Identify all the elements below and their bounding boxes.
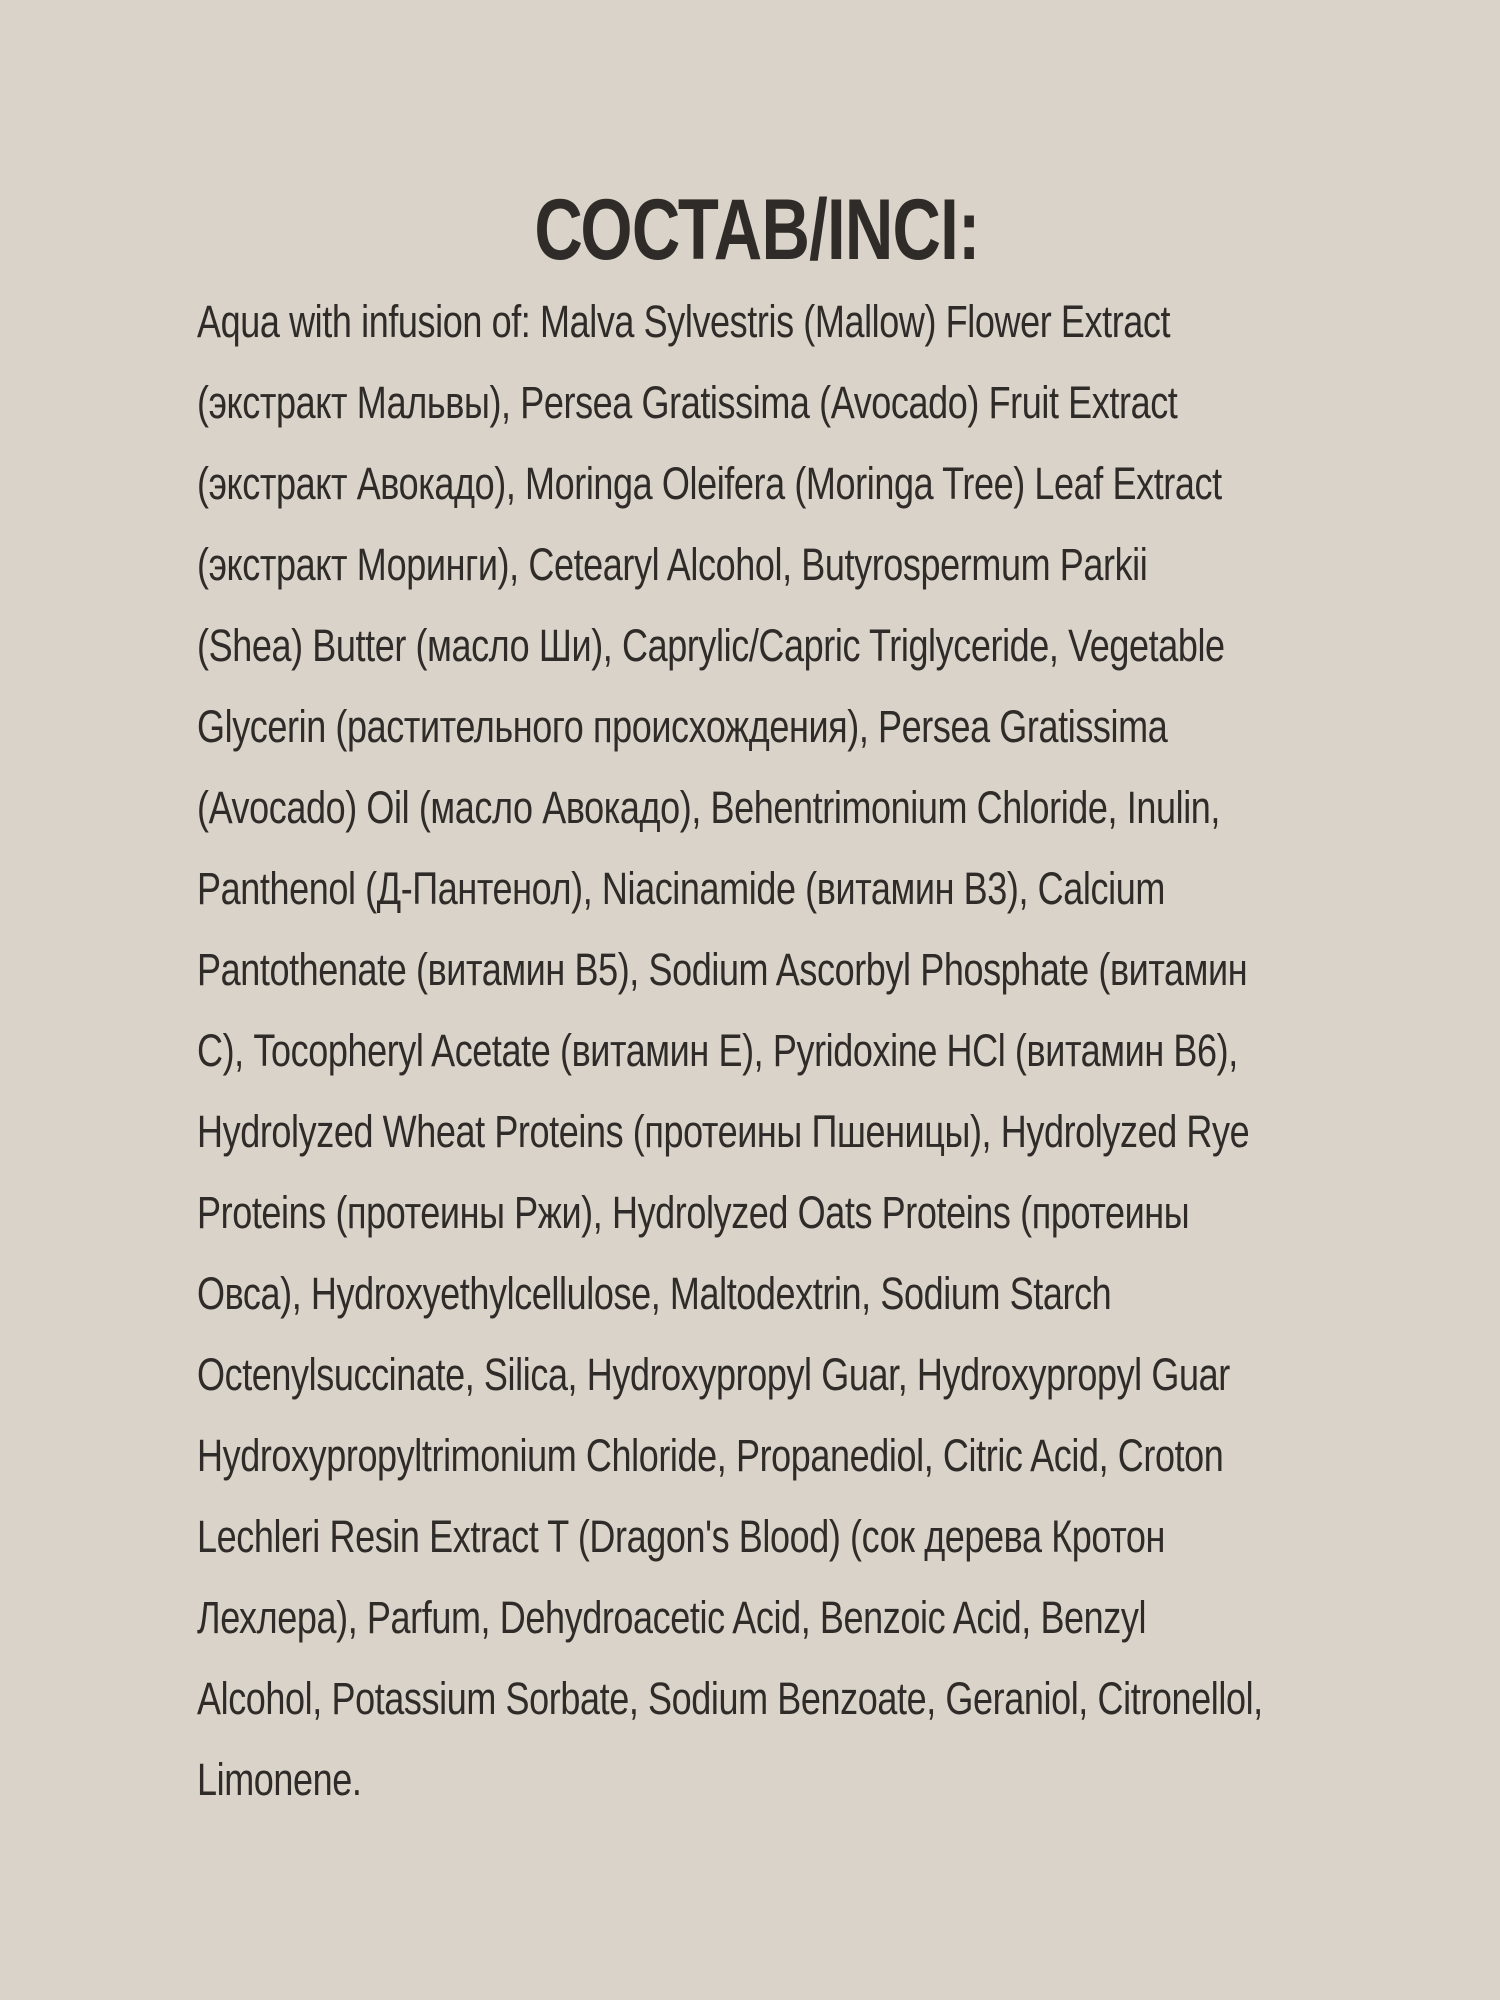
ingredients-line: Glycerin (растительного происхождения), Persea Gratissima bbox=[197, 701, 1168, 752]
ingredients-line: Lechleri Resin Extract T (Dragon's Blood) (сок дерева Кротон bbox=[197, 1511, 1166, 1562]
ingredients-line: Hydrolyzed Wheat Proteins (протеины Пшеницы), Hydrolyzed Rye bbox=[197, 1106, 1250, 1157]
ingredients-line: (Avocado) Oil (масло Авокадо), Behentrimonium Chloride, Inulin, bbox=[197, 782, 1221, 833]
ingredients-line: Овса), Hydroxyethylcellulose, Maltodextrin, Sodium Starch bbox=[197, 1268, 1112, 1319]
ingredients-line: С), Tocopheryl Acetate (витамин E), Pyridoxine HCl (витамин B6), bbox=[197, 1025, 1238, 1076]
ingredients-line: (экстракт Моринги), Cetearyl Alcohol, Butyrospermum Parkii bbox=[197, 539, 1148, 590]
ingredients-line: (экстракт Мальвы), Persea Gratissima (Avocado) Fruit Extract bbox=[197, 377, 1178, 428]
ingredients-line: Proteins (протеины Ржи), Hydrolyzed Oats Proteins (протеины bbox=[197, 1187, 1190, 1238]
ingredients-line: Aqua with infusion of: Malva Sylvestris (Mallow) Flower Extract bbox=[197, 296, 1171, 347]
ingredients-line: Alcohol, Potassium Sorbate, Sodium Benzoate, Geraniol, Citronellol, bbox=[197, 1673, 1263, 1724]
ingredients-text bbox=[197, 281, 1317, 1820]
ingredients-line: Pantothenate (витамин B5), Sodium Ascorbyl Phosphate (витамин bbox=[197, 944, 1248, 995]
ingredients-line: Limonene. bbox=[197, 1754, 362, 1805]
ingredients-line: (Shea) Butter (масло Ши), Caprylic/Capric Triglyceride, Vegetable bbox=[197, 620, 1225, 671]
page-title: СОСТАВ/INCI: bbox=[534, 182, 980, 278]
ingredients-line: Panthenol (Д-Пантенол), Niacinamide (витамин B3), Calcium bbox=[197, 863, 1165, 914]
ingredients-line: (экстракт Авокадо), Moringa Oleifera (Moringa Tree) Leaf Extract bbox=[197, 458, 1222, 509]
ingredients-line: Лехлера), Parfum, Dehydroacetic Acid, Benzoic Acid, Benzyl bbox=[197, 1592, 1147, 1643]
ingredients-card bbox=[197, 180, 1317, 1820]
ingredients-line: Octenylsuccinate, Silica, Hydroxypropyl Guar, Hydroxypropyl Guar bbox=[197, 1349, 1230, 1400]
ingredients-line: Hydroxypropyltrimonium Chloride, Propanediol, Citric Acid, Croton bbox=[197, 1430, 1224, 1481]
